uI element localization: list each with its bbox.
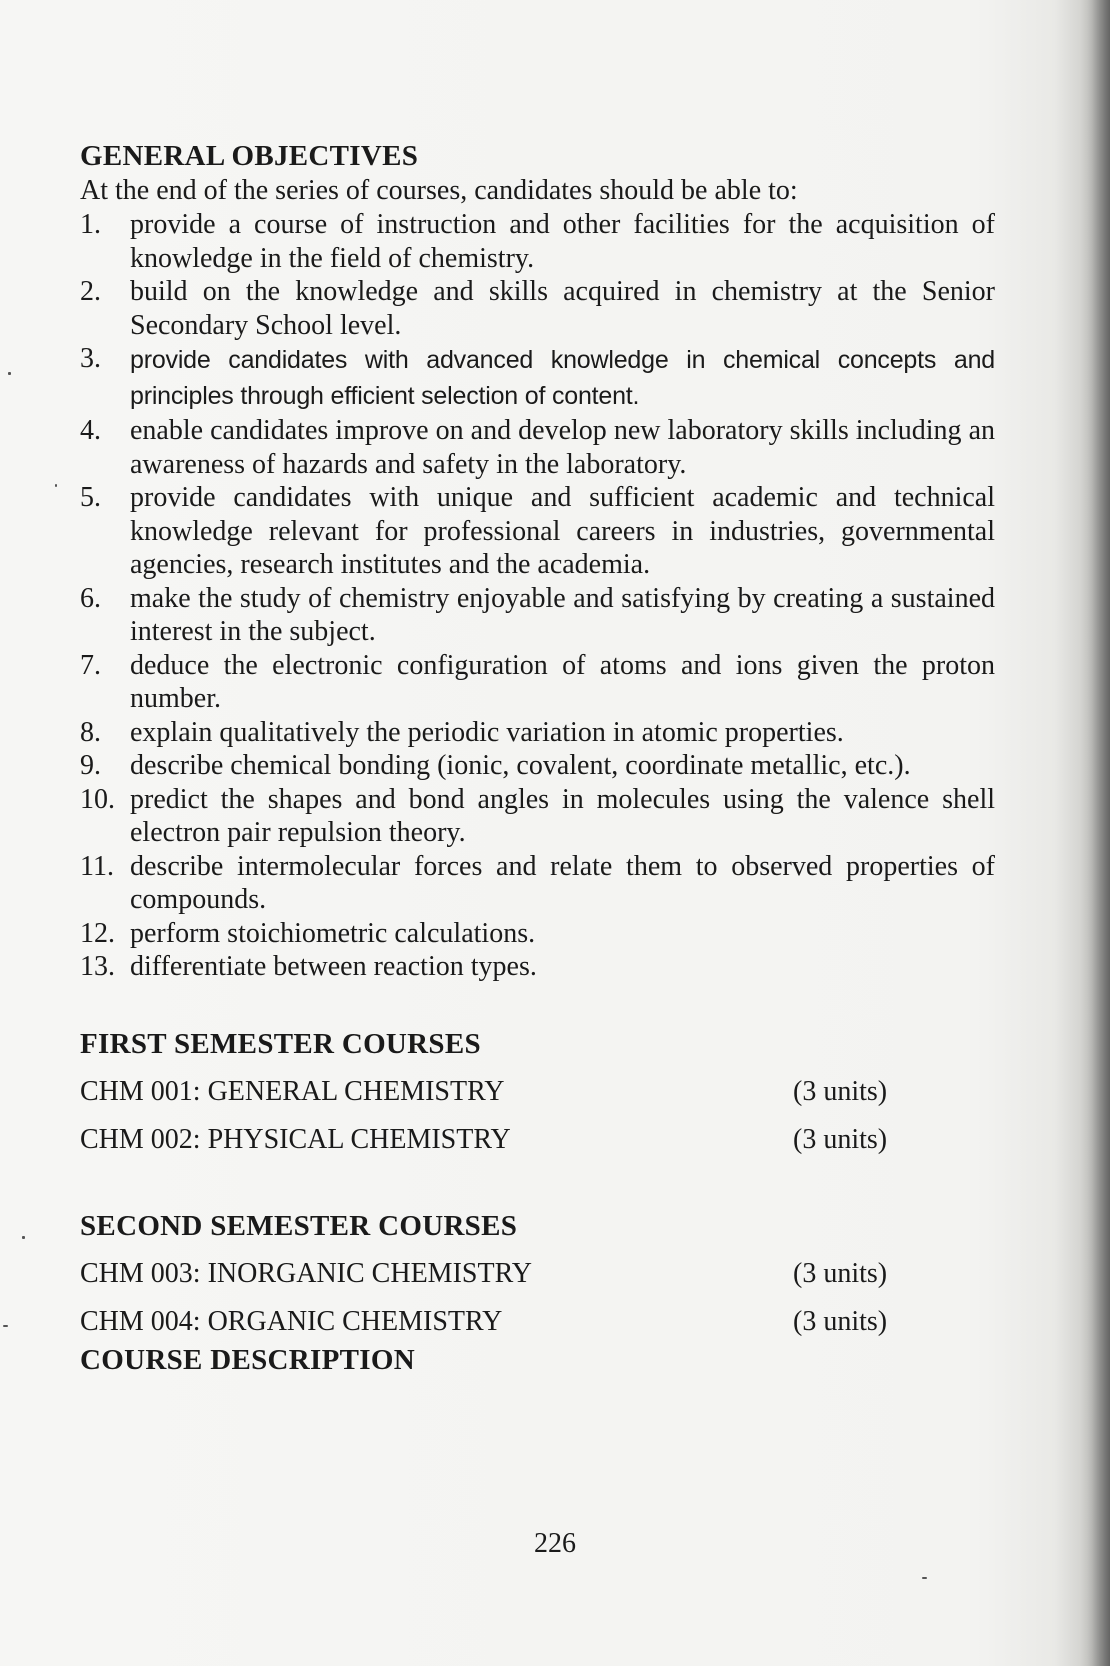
page-content: [80, 138, 995, 1378]
objective-text: predict the shapes and bond angles in molecules using the valence shell electron pair repulsion theory.: [130, 783, 995, 848]
general-objectives-heading: GENERAL OBJECTIVES: [80, 140, 419, 172]
objectives-intro: At the end of the series of courses, candidates should be able to:: [80, 175, 798, 206]
objective-item: [80, 275, 995, 342]
objective-number: 3.: [80, 343, 101, 374]
objective-item: [80, 481, 995, 582]
objective-item: [80, 950, 995, 984]
objective-text: build on the knowledge and skills acquired in chemistry at the Senior Secondary School level.: [130, 276, 995, 341]
scan-speck: [55, 484, 57, 487]
objective-item: [80, 582, 995, 649]
page-edge-shadow: [1080, 0, 1110, 1666]
objective-text: explain qualitatively the periodic variation in atomic properties.: [130, 716, 844, 748]
course-row: [80, 1250, 995, 1298]
page-number: 226: [534, 1528, 576, 1559]
objective-number: 1.: [80, 209, 101, 240]
scan-speck: [8, 372, 11, 375]
objective-item: [80, 414, 995, 481]
objective-text: provide candidates with advanced knowledge in chemical concepts and principles through efficient selection of content.: [130, 346, 995, 410]
objective-number: 13.: [80, 951, 115, 982]
objective-text: differentiate between reaction types.: [130, 951, 537, 982]
objective-item: [80, 649, 995, 716]
objective-text: describe chemical bonding (ionic, covalent, coordinate metallic, etc.).: [130, 750, 911, 781]
objective-number: 4.: [80, 415, 101, 446]
objective-item: [80, 783, 995, 850]
first-semester-section: [80, 1026, 995, 1164]
objective-text: describe intermolecular forces and relate them to observed properties of compounds.: [130, 850, 995, 915]
objective-number: 10.: [80, 783, 115, 815]
objective-number: 6.: [80, 582, 101, 614]
course-row: [80, 1116, 995, 1164]
scan-speck: [22, 1236, 25, 1239]
objective-item: [80, 716, 995, 750]
objective-text: make the study of chemistry enjoyable and satisfying by creating a sustained interest in the subject.: [130, 582, 995, 647]
objective-number: 11.: [80, 850, 114, 882]
course-code: CHM 004: ORGANIC CHEMISTRY: [80, 1305, 503, 1337]
course-units: (3 units): [793, 1075, 888, 1107]
objectives-list: [80, 208, 995, 984]
course-description-heading: COURSE DESCRIPTION: [80, 1343, 415, 1376]
scan-speck: [3, 1325, 8, 1327]
course-code: CHM 003: INORGANIC CHEMISTRY: [80, 1257, 532, 1289]
objective-number: 12.: [80, 917, 115, 949]
objective-number: 5.: [80, 482, 101, 513]
course-units: (3 units): [793, 1123, 888, 1155]
course-row: [80, 1068, 995, 1116]
course-row: [80, 1298, 995, 1346]
second-semester-section: [80, 1208, 995, 1378]
objective-number: 9.: [80, 750, 101, 781]
objective-item: [80, 342, 995, 414]
course-code: CHM 001: GENERAL CHEMISTRY: [80, 1075, 505, 1107]
objective-text: perform stoichiometric calculations.: [130, 917, 536, 949]
objective-text: deduce the electronic configuration of atoms and ions given the proton number.: [130, 649, 995, 714]
objective-text: enable candidates improve on and develop new laboratory skills including an awareness of hazards and safety in the laboratory.: [130, 415, 995, 480]
second-semester-heading: SECOND SEMESTER COURSES: [80, 1209, 518, 1242]
objective-item: [80, 208, 995, 275]
course-units: (3 units): [793, 1257, 888, 1289]
first-semester-heading: FIRST SEMESTER COURSES: [80, 1027, 481, 1060]
course-code: CHM 002: PHYSICAL CHEMISTRY: [80, 1123, 511, 1155]
objective-text: provide a course of instruction and other facilities for the acquisition of knowledge in the field of chemistry.: [130, 209, 995, 274]
objective-number: 2.: [80, 276, 101, 307]
objective-text: provide candidates with unique and sufficient academic and technical knowledge relevant for professional careers in industries, governmental agencies, research institutes and the academia.: [130, 482, 995, 580]
objective-number: 7.: [80, 649, 101, 681]
objective-number: 8.: [80, 716, 101, 748]
scan-speck: [922, 1577, 927, 1579]
course-units: (3 units): [793, 1305, 888, 1337]
objective-item: [80, 850, 995, 917]
objective-item: [80, 749, 995, 783]
objective-item: [80, 917, 995, 951]
